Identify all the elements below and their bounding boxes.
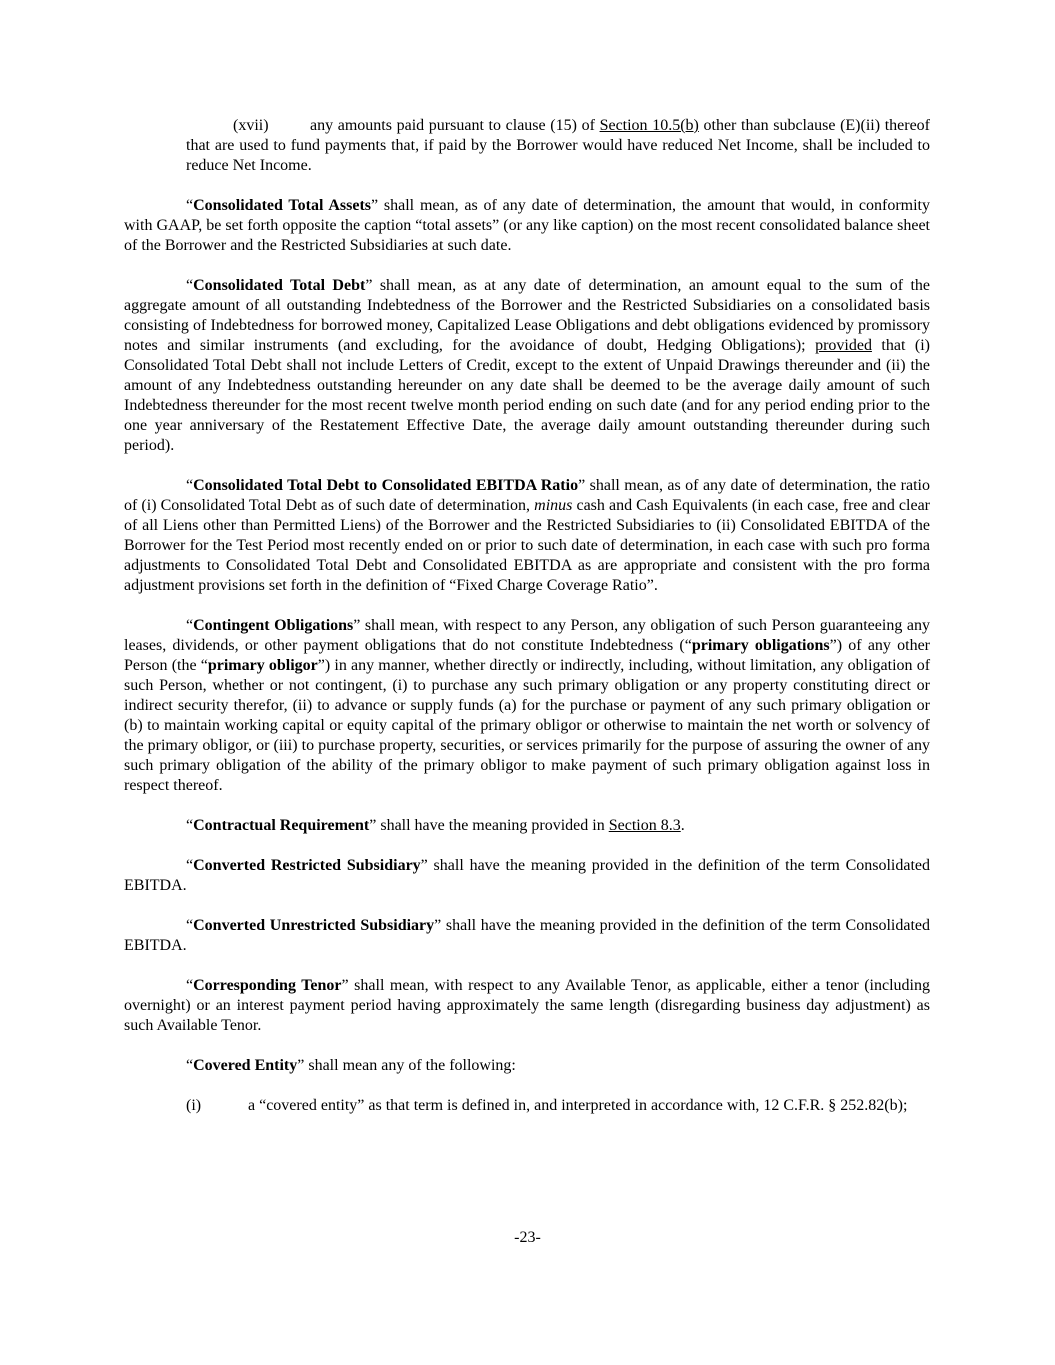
text-run: “ xyxy=(186,917,194,934)
text-run: “ xyxy=(186,477,194,494)
defined-term: Consolidated Total Debt to Consolidated EBITDA Ratio xyxy=(193,477,579,494)
text-run: other than subclause (E)(ii) thereof that are used to fund payments that, if paid by the Borrower would have reduced Net Income, shall be included to reduce Net Income. xyxy=(186,117,931,174)
text-run: minus xyxy=(534,497,573,514)
definition-converted-unrestricted-subsidiary xyxy=(124,916,930,956)
text-run: any amounts paid pursuant to clause (15) of xyxy=(310,117,600,134)
document-body xyxy=(124,116,930,1116)
defined-term: primary obligor xyxy=(207,657,318,674)
text-run: “ xyxy=(186,857,194,874)
text-run: ” shall mean, with respect to any Available Tenor, as applicable, either a tenor (including overnight) or an interest payment period having approximately the same length (disregarding business day adjustment) as such Available Tenor. xyxy=(124,977,930,1034)
text-run: ” shall mean, as at any date of determination, an amount equal to the sum of the aggregate amount of all outstanding Indebtedness of the Borrower and the Restricted Subsidiaries on a consolidated basis consisting of Indebtedness for borrowed money, Capitalized Lease Obligations and debt obligations evidenced by promissory notes and similar instruments (and excluding, for the avoidance of doubt, Hedging Obligations); xyxy=(124,277,930,354)
defined-term: Consolidated Total Assets xyxy=(193,197,371,214)
text-run: “ xyxy=(186,617,194,634)
text-run: . xyxy=(680,817,685,834)
clause-xvii-paragraph xyxy=(186,116,930,176)
covered-entity-item-i xyxy=(186,1096,930,1116)
definition-consolidated-total-debt xyxy=(124,276,930,456)
section-reference: Section 8.3 xyxy=(608,817,681,834)
defined-term: primary obligations xyxy=(691,637,830,654)
text-run: ” shall have the meaning provided in xyxy=(369,817,609,834)
text-run: “ xyxy=(186,817,194,834)
text-run: ” shall mean, with respect to any Person, any obligation of such Person guaranteeing any leases, dividends, or other payment obligations that do not constitute Indebtedness (“ xyxy=(124,617,930,654)
defined-term: Covered Entity xyxy=(193,1057,298,1074)
defined-term: Consolidated Total Debt xyxy=(193,277,366,294)
definition-consolidated-total-assets xyxy=(124,196,930,256)
text-run: ”) in any manner, whether directly or indirectly, including, without limitation, any obligation of such Person, whether or not contingent, (i) to purchase any such primary obligation or any property constituting direct or indirect security therefor, (ii) to advance or supply funds (a) for the purchase or payment of any such primary obligation or (b) to maintain working capital or equity capital of the primary obligor or otherwise to maintain the net worth or solvency of the primary obligor, or (iii) to purchase property, securities, or services primarily for the purpose of assuring the owner of any such primary obligation of the ability of the primary obligor to make payment of such primary obligation against loss in respect thereof. xyxy=(124,657,931,794)
text-run: “ xyxy=(186,1057,194,1074)
definition-contractual-requirement xyxy=(124,816,930,836)
text-run: ” shall have the meaning provided in the definition of the term Consolidated EBITDA. xyxy=(124,917,930,954)
defined-term: Contractual Requirement xyxy=(193,817,370,834)
defined-term: Converted Unrestricted Subsidiary xyxy=(193,917,435,934)
defined-term: Converted Restricted Subsidiary xyxy=(193,857,421,874)
defined-term: Contingent Obligations xyxy=(193,617,354,634)
clause-marker: (i) xyxy=(186,1097,202,1114)
page-number: -23- xyxy=(514,1229,541,1246)
clause-marker: (xvii) xyxy=(233,117,269,134)
section-reference: Section 10.5(b) xyxy=(599,117,699,134)
text-run: ” shall have the meaning provided in the definition of the term Consolidated EBITDA. xyxy=(124,857,931,894)
definition-consolidated-total-debt-to-ebitda-ratio xyxy=(124,476,930,596)
section-reference: provided xyxy=(815,337,872,354)
defined-term: Corresponding Tenor xyxy=(193,977,342,994)
text-run: “ xyxy=(186,197,194,214)
text-run: ” shall mean, as of any date of determination, the ratio of (i) Consolidated Total Debt as of such date of determination, xyxy=(124,477,930,514)
text-run: ” shall mean any of the following: xyxy=(297,1057,516,1074)
text-run: a “covered entity” as that term is defined in, and interpreted in accordance with, 12 C.F.R. § 252.82(b); xyxy=(248,1097,908,1114)
definition-converted-restricted-subsidiary xyxy=(124,856,930,896)
text-run: “ xyxy=(186,977,194,994)
definition-contingent-obligations xyxy=(124,616,930,796)
text-run: “ xyxy=(186,277,194,294)
text-run: that (i) Consolidated Total Debt shall not include Letters of Credit, except to the extent of Unpaid Drawings thereunder and (ii) the amount of any Indebtedness outstanding hereunder on any date shall be deemed to be the average daily amount of such Indebtedness thereunder for the most recent twelve month period ending on such date (and for any period ending prior to the one year anniversary of the Restatement Effective Date, the average daily amount outstanding thereunder during such period). xyxy=(124,337,931,454)
text-run: cash and Cash Equivalents (in each case, free and clear of all Liens other than Permitted Liens) of the Borrower and the Restricted Subsidiaries to (ii) Consolidated EBITDA of the Borrower for the Test Period most recently ended on or prior to such date of determination, in each case with such pro forma adjustments to Consolidated Total Debt and Consolidated EBITDA as are appropriate and consistent with the pro forma adjustment provisions set forth in the definition of “Fixed Charge Coverage Ratio”. xyxy=(124,497,930,594)
definition-corresponding-tenor xyxy=(124,976,930,1036)
definition-covered-entity xyxy=(124,1056,930,1076)
text-run: ” shall mean, as of any date of determination, the amount that would, in conformity with GAAP, be set forth opposite the caption “total assets” (or any like caption) on the most recent consolidated balance sheet of the Borrower and the Restricted Subsidiaries at such date. xyxy=(124,197,930,254)
text-run: ”) of any other Person (the “ xyxy=(124,637,931,674)
